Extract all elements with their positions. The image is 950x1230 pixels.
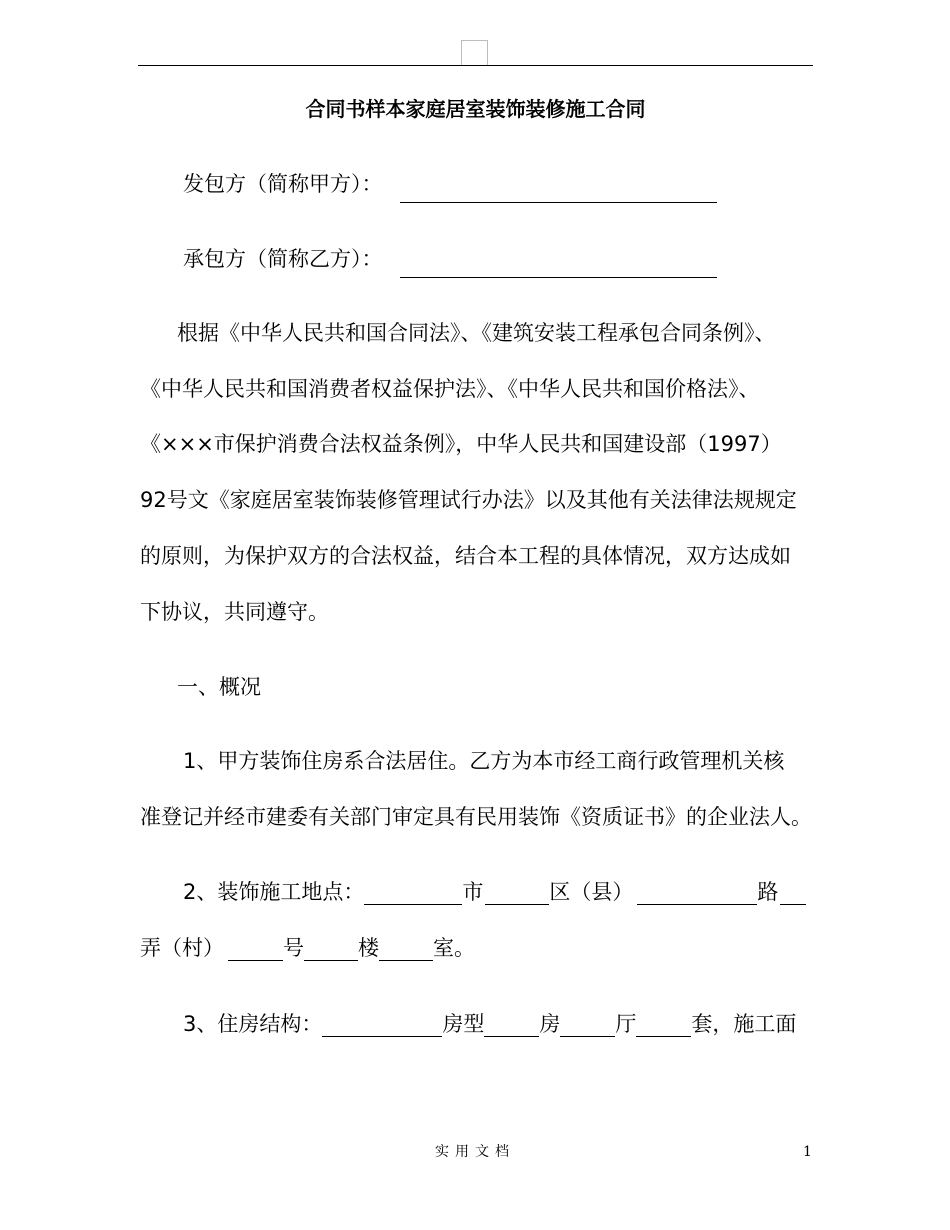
road-blank — [637, 880, 757, 905]
clause-2-line-2 — [140, 933, 475, 963]
clause-2-label: 2、装饰施工地点： — [183, 880, 365, 904]
header-rule — [138, 65, 813, 66]
halls-label: 厅 — [615, 1012, 637, 1036]
clause-2-line-1 — [183, 877, 806, 907]
type-label: 房型 — [442, 1012, 485, 1036]
page-number: 1 — [803, 1144, 812, 1160]
building-blank — [304, 936, 358, 961]
preamble-line: 的原则，为保护双方的合法权益，结合本工程的具体情况，双方达成如 — [140, 544, 791, 568]
road-label: 路 — [757, 880, 779, 904]
clause-1-line: 准登记并经市建委有关部门审定具有民用装饰《资质证书》的企业法人。 — [140, 805, 812, 829]
preamble-line: 《中华人民共和国消费者权益保护法》、《中华人民共和国价格法》、 — [140, 377, 760, 401]
number-label: 号 — [283, 936, 304, 960]
party-a-label: 发包方（简称甲方）： — [183, 172, 383, 196]
city-blank — [364, 880, 462, 905]
rooms-label: 房 — [539, 1012, 561, 1036]
lane-number-blank — [228, 936, 283, 961]
party-b-label: 承包方（简称乙方）： — [183, 247, 383, 271]
party-b-blank — [400, 277, 717, 278]
building-label: 楼 — [358, 936, 379, 960]
district-label: 区（县） — [549, 880, 634, 904]
preamble-line: 92号文《家庭居室装饰装修管理试行办法》以及其他有关法律法规规定 — [140, 488, 797, 512]
city-label: 市 — [462, 880, 484, 904]
section-heading: 一、概况 — [177, 675, 261, 699]
preamble-line: 《×××市保护消费合法权益条例》，中华人民共和国建设部（1997） — [140, 432, 782, 456]
district-blank — [485, 880, 549, 905]
room-blank — [379, 936, 433, 961]
sets-blank — [636, 1012, 691, 1037]
lane-pre-blank — [780, 880, 806, 905]
halls-blank — [560, 1012, 615, 1037]
lane-label: 弄（村） — [140, 936, 224, 960]
header-box — [461, 40, 488, 65]
preamble-line: 根据《中华人民共和国合同法》、《建筑安装工程承包合同条例》、 — [177, 321, 776, 345]
party-a-blank — [400, 202, 717, 203]
rooms-blank — [484, 1012, 539, 1037]
preamble-line: 下协议，共同遵守。 — [140, 600, 329, 624]
clause-1-line: 1、甲方装饰住房系合法居住。乙方为本市经工商行政管理机关核 — [183, 749, 785, 773]
footer-text: 实用文档 — [435, 1144, 515, 1160]
clause-3-line — [183, 1009, 796, 1039]
room-label: 室。 — [433, 936, 475, 960]
clause-3-label: 3、住房结构： — [183, 1012, 323, 1036]
sets-label: 套，施工面 — [691, 1012, 797, 1036]
structure-blank — [322, 1012, 442, 1037]
document-title: 合同书样本家庭居室装饰装修施工合同 — [305, 97, 646, 121]
